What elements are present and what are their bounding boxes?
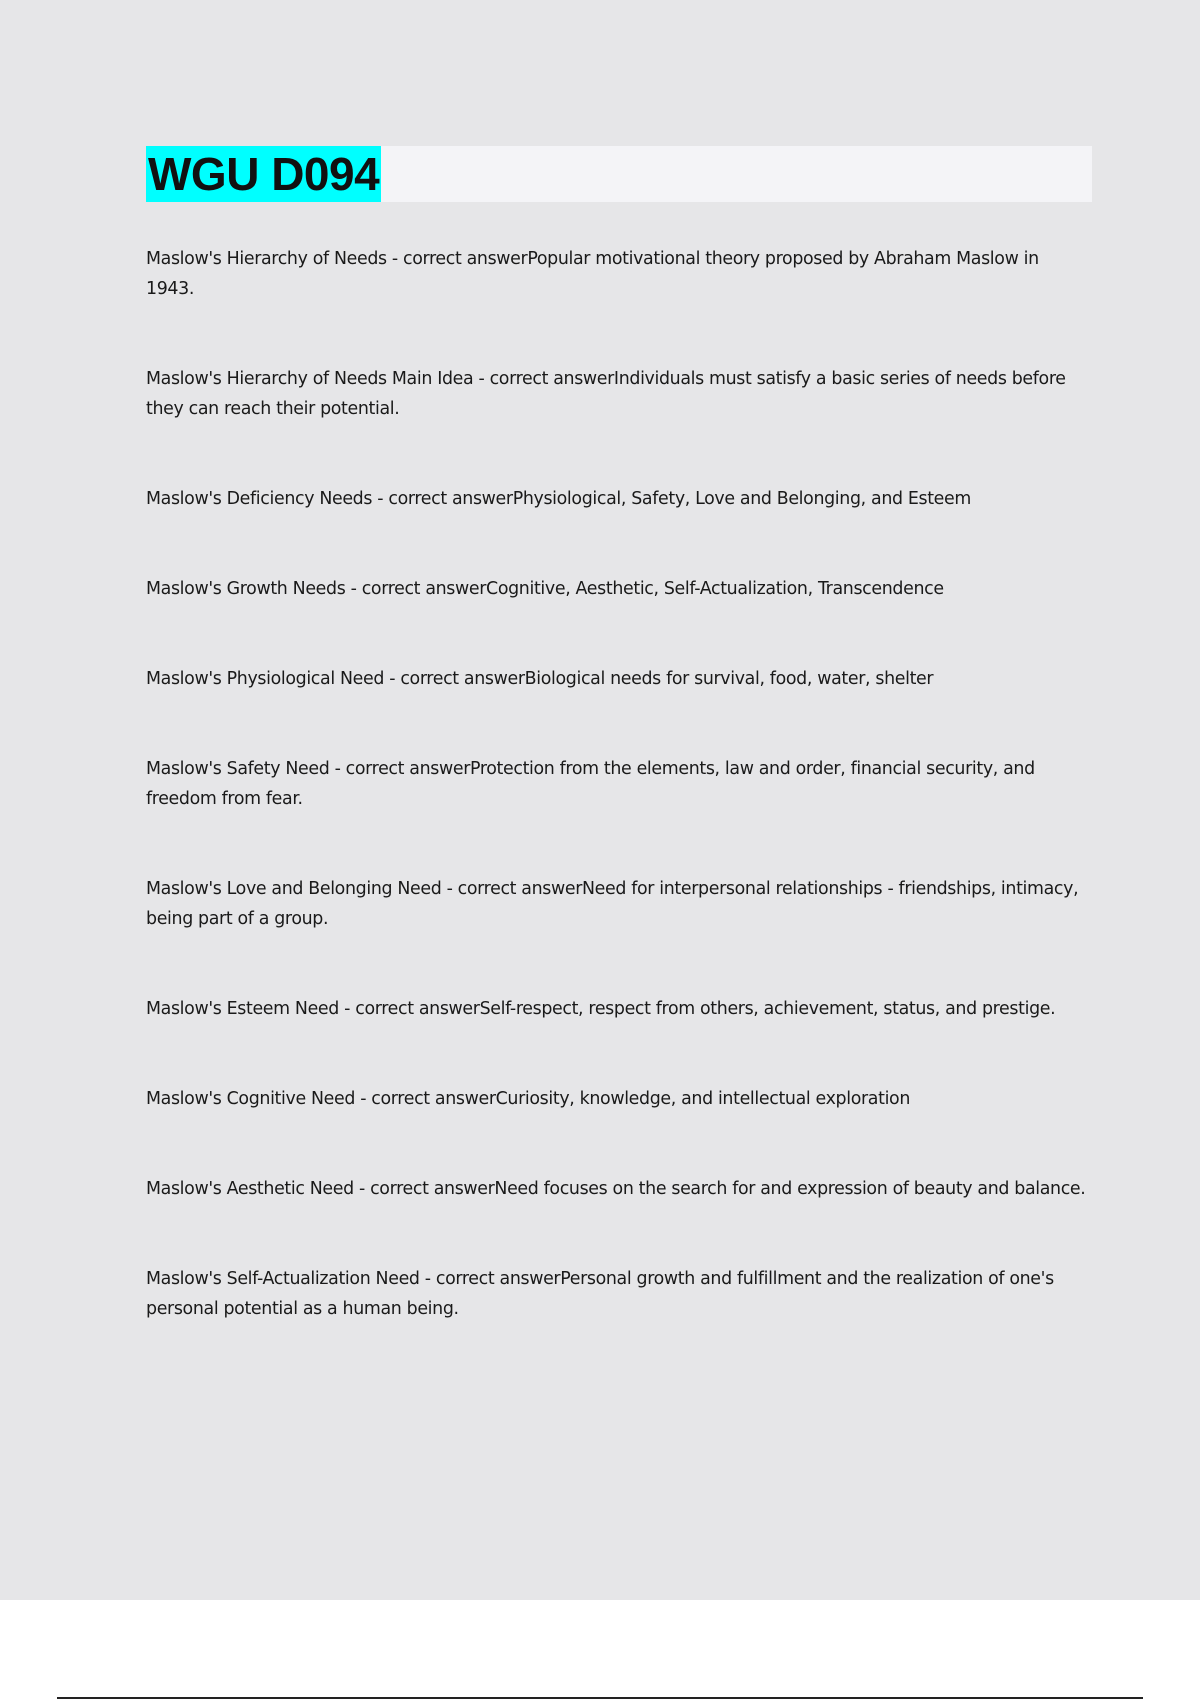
flashcard-entry: Maslow's Physiological Need - correct answerBiological needs for survival, food, water, shelter — [146, 669, 934, 689]
flashcard-entry: Maslow's Safety Need - correct answerProtection from the elements, law and order, financial security, and freedom from fear. — [146, 759, 1035, 809]
flashcard-entry: Maslow's Deficiency Needs - correct answerPhysiological, Safety, Love and Belonging, and Esteem — [146, 489, 971, 509]
flashcard-entry: Maslow's Hierarchy of Needs Main Idea - correct answerIndividuals must satisfy a basic series of needs before they can reach their potential. — [146, 369, 1066, 419]
footer-rule — [57, 1697, 1143, 1699]
flashcard-entry: Maslow's Love and Belonging Need - correct answerNeed for interpersonal relationships - friendships, intimacy, being part of a group. — [146, 879, 1079, 929]
document-title: WGU D094 — [148, 148, 380, 200]
flashcard-entry: Maslow's Growth Needs - correct answerCognitive, Aesthetic, Self-Actualization, Transcendence — [146, 579, 944, 599]
flashcard-entry: Maslow's Cognitive Need - correct answerCuriosity, knowledge, and intellectual exploration — [146, 1089, 911, 1109]
flashcard-entry: Maslow's Hierarchy of Needs - correct answerPopular motivational theory proposed by Abraham Maslow in 1943. — [146, 249, 1039, 299]
flashcard-entry: Maslow's Esteem Need - correct answerSelf-respect, respect from others, achievement, status, and prestige. — [146, 999, 1056, 1019]
flashcard-list — [146, 244, 1086, 1384]
flashcard-entry: Maslow's Aesthetic Need - correct answerNeed focuses on the search for and expression of beauty and balance. — [146, 1179, 1086, 1199]
flashcard-entry: Maslow's Self-Actualization Need - correct answerPersonal growth and fulfillment and the realization of one's personal potential as a human being. — [146, 1269, 1054, 1319]
